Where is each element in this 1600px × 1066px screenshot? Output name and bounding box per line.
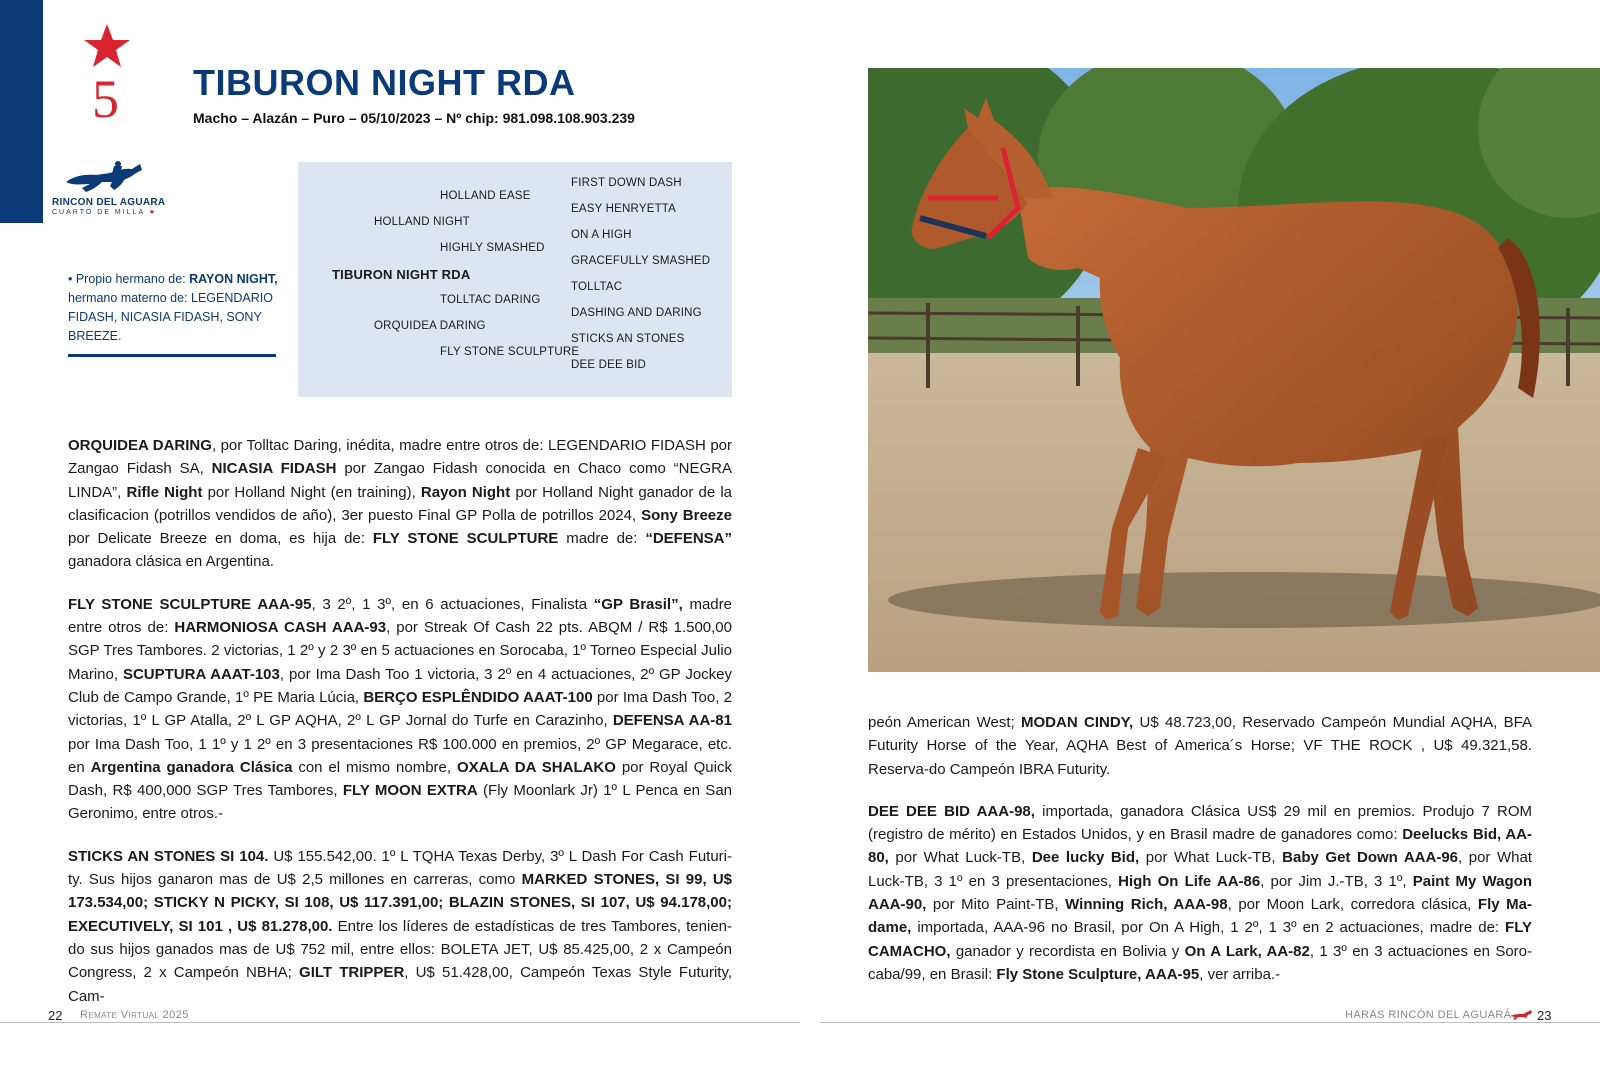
paragraph-dam (68, 434, 732, 574)
text-run: por Ima Dash Too, 2 victorias, 1º L GP Atalla, 2º L GP AQHA, 2º L GP Jornal do Turfe en Carazinho, (68, 688, 732, 730)
footer-horse-icon (1509, 1009, 1533, 1021)
bold-run: DEFENSA AA-81 (612, 712, 732, 730)
pedigree-gen3-7: STICKS AN STONES (571, 333, 685, 345)
text-run: por Delicate Breeze en doma, es hija de: (68, 530, 373, 548)
text-run: peón American West; (868, 714, 1021, 731)
footer-left-label: Remate Virtual 2025 (80, 1009, 189, 1021)
text-run: ganadora clásica en Argentina. (68, 553, 274, 571)
text-run: , por Tolltac Daring, inédita, madre entre otros de: LEGENDARIO FIDASH por Zangao Fidash SA, (68, 437, 732, 478)
left-column-text (68, 434, 732, 1027)
text-run: ganador y recordista en Bolivia y (950, 942, 1185, 960)
bold-run: Dee lucky Bid, (1031, 849, 1140, 867)
text-run: importada, ganadora Clásica US$ 29 mil en premios. Produjo 7 ROM (registro de mérito) en Estados Unidos, y en Brasil madre de ganadores como: (868, 802, 1532, 844)
text-run: , por Ima Dash Too 1 victoria, 3 2º en 4 actuaciones, 2º GP Jockey Club de Campo Grande, 1º PE Maria Lúcia, (68, 665, 733, 706)
page-number-right: 23 (1537, 1008, 1552, 1023)
bold-run: Sony Breeze (641, 506, 732, 524)
pedigree-gen3-5: TOLLTAC (571, 281, 623, 293)
logo-name: RINCON DEL AGUARA (52, 197, 166, 208)
sibling-note (68, 270, 283, 346)
horse-title: TIBURON NIGHT RDA (193, 62, 576, 103)
paragraph-third-sire (68, 845, 732, 1008)
bold-run: ORQUIDEA DARING (68, 437, 212, 454)
bold-run: High On Life AA-86 (1118, 872, 1261, 890)
pedigree-dam: ORQUIDEA DARING (374, 320, 486, 332)
bold-run: FLY MOON EXTRA (342, 782, 478, 800)
text-run: , U$ 51.428,00, Campeón Texas Style Futurity, Cam- (68, 964, 733, 1005)
text-run: Entre los líderes de estadísticas de tres Tambores, tenien-do sus hijos ganados mas de U$ 752 mil, entre ellos: BOLETA JET, U$ 85.425,00, 2 x Campeón Congress, 2 x Campeón NBHA; (68, 917, 732, 982)
bold-run: SCUPTURA AAAT-103 (122, 665, 280, 683)
text-run: por What Luck-TB, (888, 849, 1032, 867)
bold-run: BERÇO ESPLÊNDIDO AAAT-100 (363, 688, 593, 706)
logo-subtitle: CUARTO DE MILLA ★ (52, 209, 157, 216)
bold-run: FLY STONE SCULPTURE (372, 530, 559, 548)
sibling-note-prefix: • Propio hermano de: (68, 272, 190, 286)
pedigree-gen2-3: TOLLTAC DARING (440, 294, 541, 306)
pedigree-gen3-1: FIRST DOWN DASH (571, 177, 682, 189)
paragraph-continued (868, 711, 1532, 781)
bold-run: MODAN CINDY, (1021, 714, 1134, 731)
bold-run: Baby Get Down AAA-96 (1282, 849, 1459, 867)
pedigree-sire: HOLLAND NIGHT (374, 216, 470, 228)
racehorse-jockey-icon (62, 160, 152, 196)
pedigree-gen2-4: FLY STONE SCULPTURE (440, 346, 580, 358)
text-run: (Fly Moonlark Jr) 1º L Penca en San Geronimo, entre otros.- (68, 782, 733, 823)
bold-run: HARMONIOSA CASH AAA-93 (174, 619, 387, 637)
bold-run: NICASIA FIDASH (211, 460, 337, 478)
footer-rule-right (820, 1022, 1600, 1023)
bold-run: DEE DEE BID AAA-98, (868, 802, 1035, 820)
bold-run: FLY STONE SCULPTURE AAA-95 (68, 595, 312, 613)
bold-run: OXALA DA SHALAKO (456, 758, 616, 776)
text-run: , 3 2º, 1 3º, en 6 actuaciones, Finalista (311, 595, 594, 613)
pedigree-gen3-3: ON A HIGH (571, 229, 632, 241)
footer-rule-left (0, 1022, 800, 1023)
brand-logo (52, 160, 167, 216)
pedigree-horse: TIBURON NIGHT RDA (332, 267, 471, 282)
bold-run: Fly Stone Sculpture, AAA-95 (996, 965, 1200, 983)
footer-right-label: HARAS RINCÓN DEL AGUARÁ (1345, 1009, 1512, 1021)
pedigree-gen3-8: DEE DEE BID (571, 359, 647, 371)
text-run: , por Moon Lark, corredora clásica, (1227, 896, 1478, 914)
bold-run: MARKED STONES, SI 99, U$ 173.534,00; STICKY N PICKY, SI 108, U$ 117.391,00; BLAZIN STONES, SI 107, U$ 94.178,00; EXECUTIVELY, SI 101 , U$ 81.278,00. (68, 871, 732, 935)
lot-star-icon (82, 22, 132, 72)
text-run: por Royal Quick Dash, R$ 400,000 SGP Tres Tambores, (68, 758, 732, 800)
bold-run: “GP Brasil”, (593, 595, 683, 613)
horse-photo-image (868, 68, 1600, 672)
bold-run: Paint My Wagon AAA-90, (868, 872, 1532, 914)
bold-run: Deelucks Bid, AA-80, (868, 826, 1532, 867)
bold-run: Argentina ganadora Clásica (90, 758, 293, 776)
text-run: con el mismo nombre, (292, 758, 457, 776)
text-run: madre de: (558, 530, 646, 548)
text-run: , por Streak Of Cash 22 pts. ABQM / R$ 1.500,00 SGP Tres Tambores. 2 victorias, 1 2º y 2 3º en 5 actuaciones en Sorocaba, 1º Torneo Especial Julio Marino, (68, 619, 732, 683)
pedigree-gen2-2: HIGHLY SMASHED (440, 242, 545, 254)
pedigree-gen3-2: EASY HENRYETTA (571, 203, 677, 215)
sibling-note-rest: hermano materno de: LEGENDARIO FIDASH, NICASIA FIDASH, SONY BREEZE. (68, 291, 273, 343)
divider (68, 354, 276, 357)
pedigree-gen3-6: DASHING AND DARING (571, 307, 702, 319)
bold-run: Rayon Night (420, 483, 511, 501)
text-run: por Holland Night ganador de la clasificacion (potrillos vendidos de año), 3er puesto Final GP Polla de potrillos 2024, (68, 483, 732, 524)
text-run: , 1 3º en 3 actuaciones en Soro-caba/99, en Brasil: (868, 942, 1532, 983)
bold-run: FLY CAMACHO, (868, 919, 1532, 960)
pedigree-gen2-1: HOLLAND EASE (440, 190, 531, 202)
bold-run: STICKS AN STONES SI 104. (68, 847, 269, 865)
text-run: , por What Luck-TB, 3 1º en 3 presentaciones, (868, 849, 1533, 890)
lot-number: 5 (92, 69, 119, 129)
pedigree-chart (298, 162, 732, 397)
paragraph-fourth-dam (868, 800, 1532, 986)
bold-run: “DEFENSA” (645, 530, 733, 548)
bold-run: Winning Rich, AAA-98 (1065, 896, 1228, 914)
page-number-left: 22 (48, 1008, 63, 1023)
horse-photo (868, 68, 1600, 672)
bold-run: Rifle Night (126, 483, 203, 501)
text-run: por Ima Dash Too, 1 1º y 1 2º en 3 presentaciones R$ 100.000 en premios, 2º GP Megarace, etc. en (68, 735, 732, 776)
text-run: por Mito Paint-TB, (926, 896, 1066, 914)
sibling-note-name: RAYON NIGHT, (189, 272, 278, 286)
bold-run: On A Lark, AA-82 (1184, 942, 1310, 960)
bold-run: Fly Ma-dame, (868, 896, 1532, 937)
text-run: por What Luck-TB, (1139, 849, 1283, 867)
text-run: importada, AAA-96 no Brasil, por On A High, 1 2º, 1 3º en 2 actuaciones, madre de: (911, 919, 1506, 937)
right-column-text (868, 711, 1532, 1005)
logo-subtitle-text: CUARTO DE MILLA (52, 209, 145, 216)
text-run: , ver arriba.- (1199, 965, 1281, 983)
bold-run: GILT TRIPPER (299, 964, 405, 982)
text-run: U$ 155.542,00. 1º L TQHA Texas Derby, 3º L Dash For Cash Futuri-ty. Sus hijos ganaron mas de U$ 2,5 millones en carreras, como (68, 847, 732, 889)
horse-details: Macho – Alazán – Puro – 05/10/2023 – Nº chip: 981.098.108.903.239 (193, 110, 635, 126)
page-edge-bar (0, 0, 43, 223)
text-run: por Holland Night (en training), (202, 483, 421, 501)
paragraph-second-dam (68, 593, 732, 826)
pedigree-gen3-4: GRACEFULLY SMASHED (571, 255, 711, 267)
text-run: por Zangao Fidash conocida en Chaco como “NEGRA LINDA”, (68, 460, 732, 501)
text-run: , por Jim J.-TB, 3 1º, (1260, 872, 1413, 890)
text-run: U$ 48.723,00, Reservado Campeón Mundial AQHA, BFA Futurity Horse of the Year, AQHA Best of America´s Horse; VF THE ROCK , U$ 49.321,58. Reserva-do Campeón IBRA Futurity. (868, 714, 1532, 778)
text-run: madre entre otros de: (68, 595, 732, 637)
